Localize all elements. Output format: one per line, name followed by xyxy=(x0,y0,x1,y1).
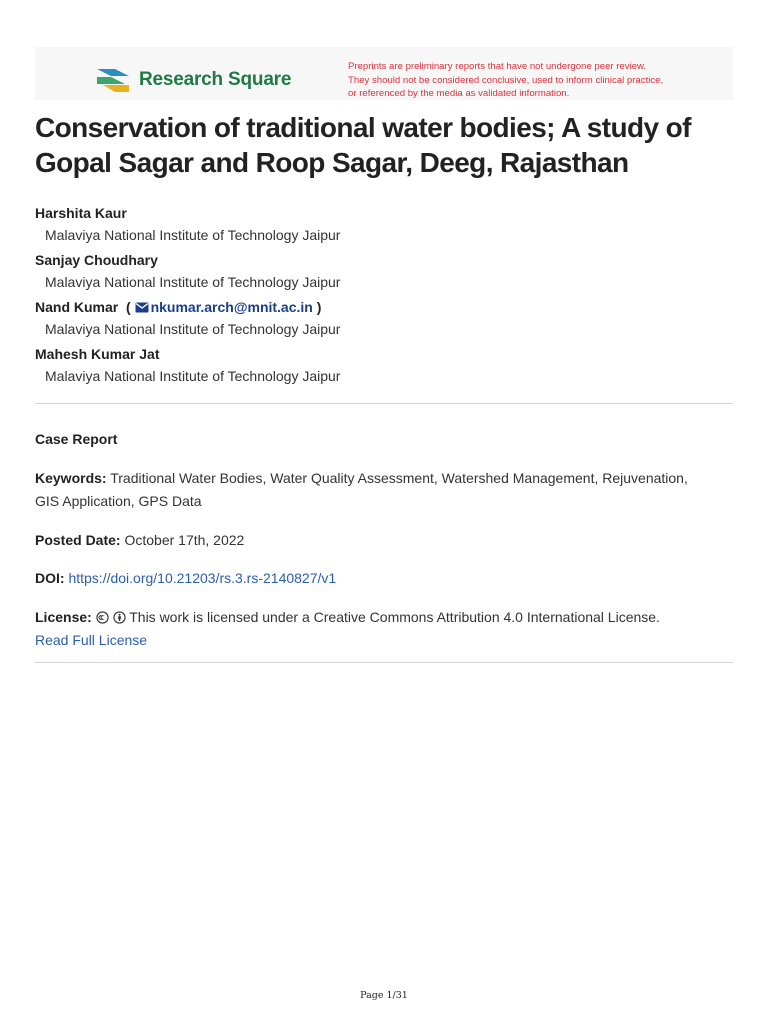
logo-text: Research Square xyxy=(139,69,292,90)
keywords-value-cont: GIS Application, GPS Data xyxy=(35,493,202,509)
research-square-logo-icon xyxy=(95,65,131,95)
page-number: Page 1/31 xyxy=(360,990,408,1001)
license xyxy=(35,606,735,652)
doi xyxy=(35,567,735,590)
author-name: Sanjay Choudhary xyxy=(35,252,158,268)
corresponding-author: Nand Kumar ( nkumar.arch@mnit.ac.in ) xyxy=(35,299,322,315)
author-affiliation: Malaviya National Institute of Technology Jaipur xyxy=(45,321,341,337)
divider xyxy=(35,403,733,404)
author-name: Harshita Kaur xyxy=(35,205,127,221)
envelope-icon xyxy=(135,302,149,313)
doi-label: DOI: xyxy=(35,570,65,586)
article-type xyxy=(35,428,735,451)
keywords-label: Keywords: xyxy=(35,470,107,486)
article-type-label: Case Report xyxy=(35,431,118,447)
license-text: This work is licensed under a Creative Commons Attribution 4.0 International License. xyxy=(129,609,660,625)
author-affiliation: Malaviya National Institute of Technology Jaipur xyxy=(45,368,341,384)
author-email-link[interactable] xyxy=(135,299,317,315)
divider xyxy=(35,662,733,663)
disclaimer-line: They should not be considered conclusive, used to inform clinical practice, xyxy=(348,74,664,86)
posted-date-value: October 17th, 2022 xyxy=(124,532,245,548)
doi-link[interactable]: https://doi.org/10.21203/rs.3.rs-2140827/v1 xyxy=(68,570,337,586)
posted-date xyxy=(35,529,735,552)
disclaimer-line: or referenced by the media as validated information. xyxy=(348,88,570,99)
title-line: Conservation of traditional water bodies; A study of xyxy=(35,112,691,143)
paper-title xyxy=(35,110,735,180)
author-email: nkumar.arch@mnit.ac.in xyxy=(150,299,313,315)
author-name: Nand Kumar xyxy=(35,299,119,315)
keywords-value: Traditional Water Bodies, Water Quality Assessment, Watershed Management, Rejuvenation, xyxy=(110,470,688,486)
license-label: License: xyxy=(35,609,92,625)
posted-date-label: Posted Date: xyxy=(35,532,121,548)
author-affiliation: Malaviya National Institute of Technology Jaipur xyxy=(45,274,341,290)
title-line: Gopal Sagar and Roop Sagar, Deeg, Rajasthan xyxy=(35,147,629,178)
creative-commons-icon xyxy=(96,611,109,624)
keywords xyxy=(35,467,735,513)
read-full-license-link[interactable]: Read Full License xyxy=(35,632,148,648)
disclaimer-line: Preprints are preliminary reports that have not undergone peer review. xyxy=(348,61,647,72)
attribution-icon xyxy=(113,611,126,624)
preprint-disclaimer xyxy=(348,60,708,101)
author-affiliation: Malaviya National Institute of Technology Jaipur xyxy=(45,227,341,243)
author-list xyxy=(35,202,735,390)
research-square-logo[interactable] xyxy=(95,64,291,96)
author-name: Mahesh Kumar Jat xyxy=(35,346,160,362)
